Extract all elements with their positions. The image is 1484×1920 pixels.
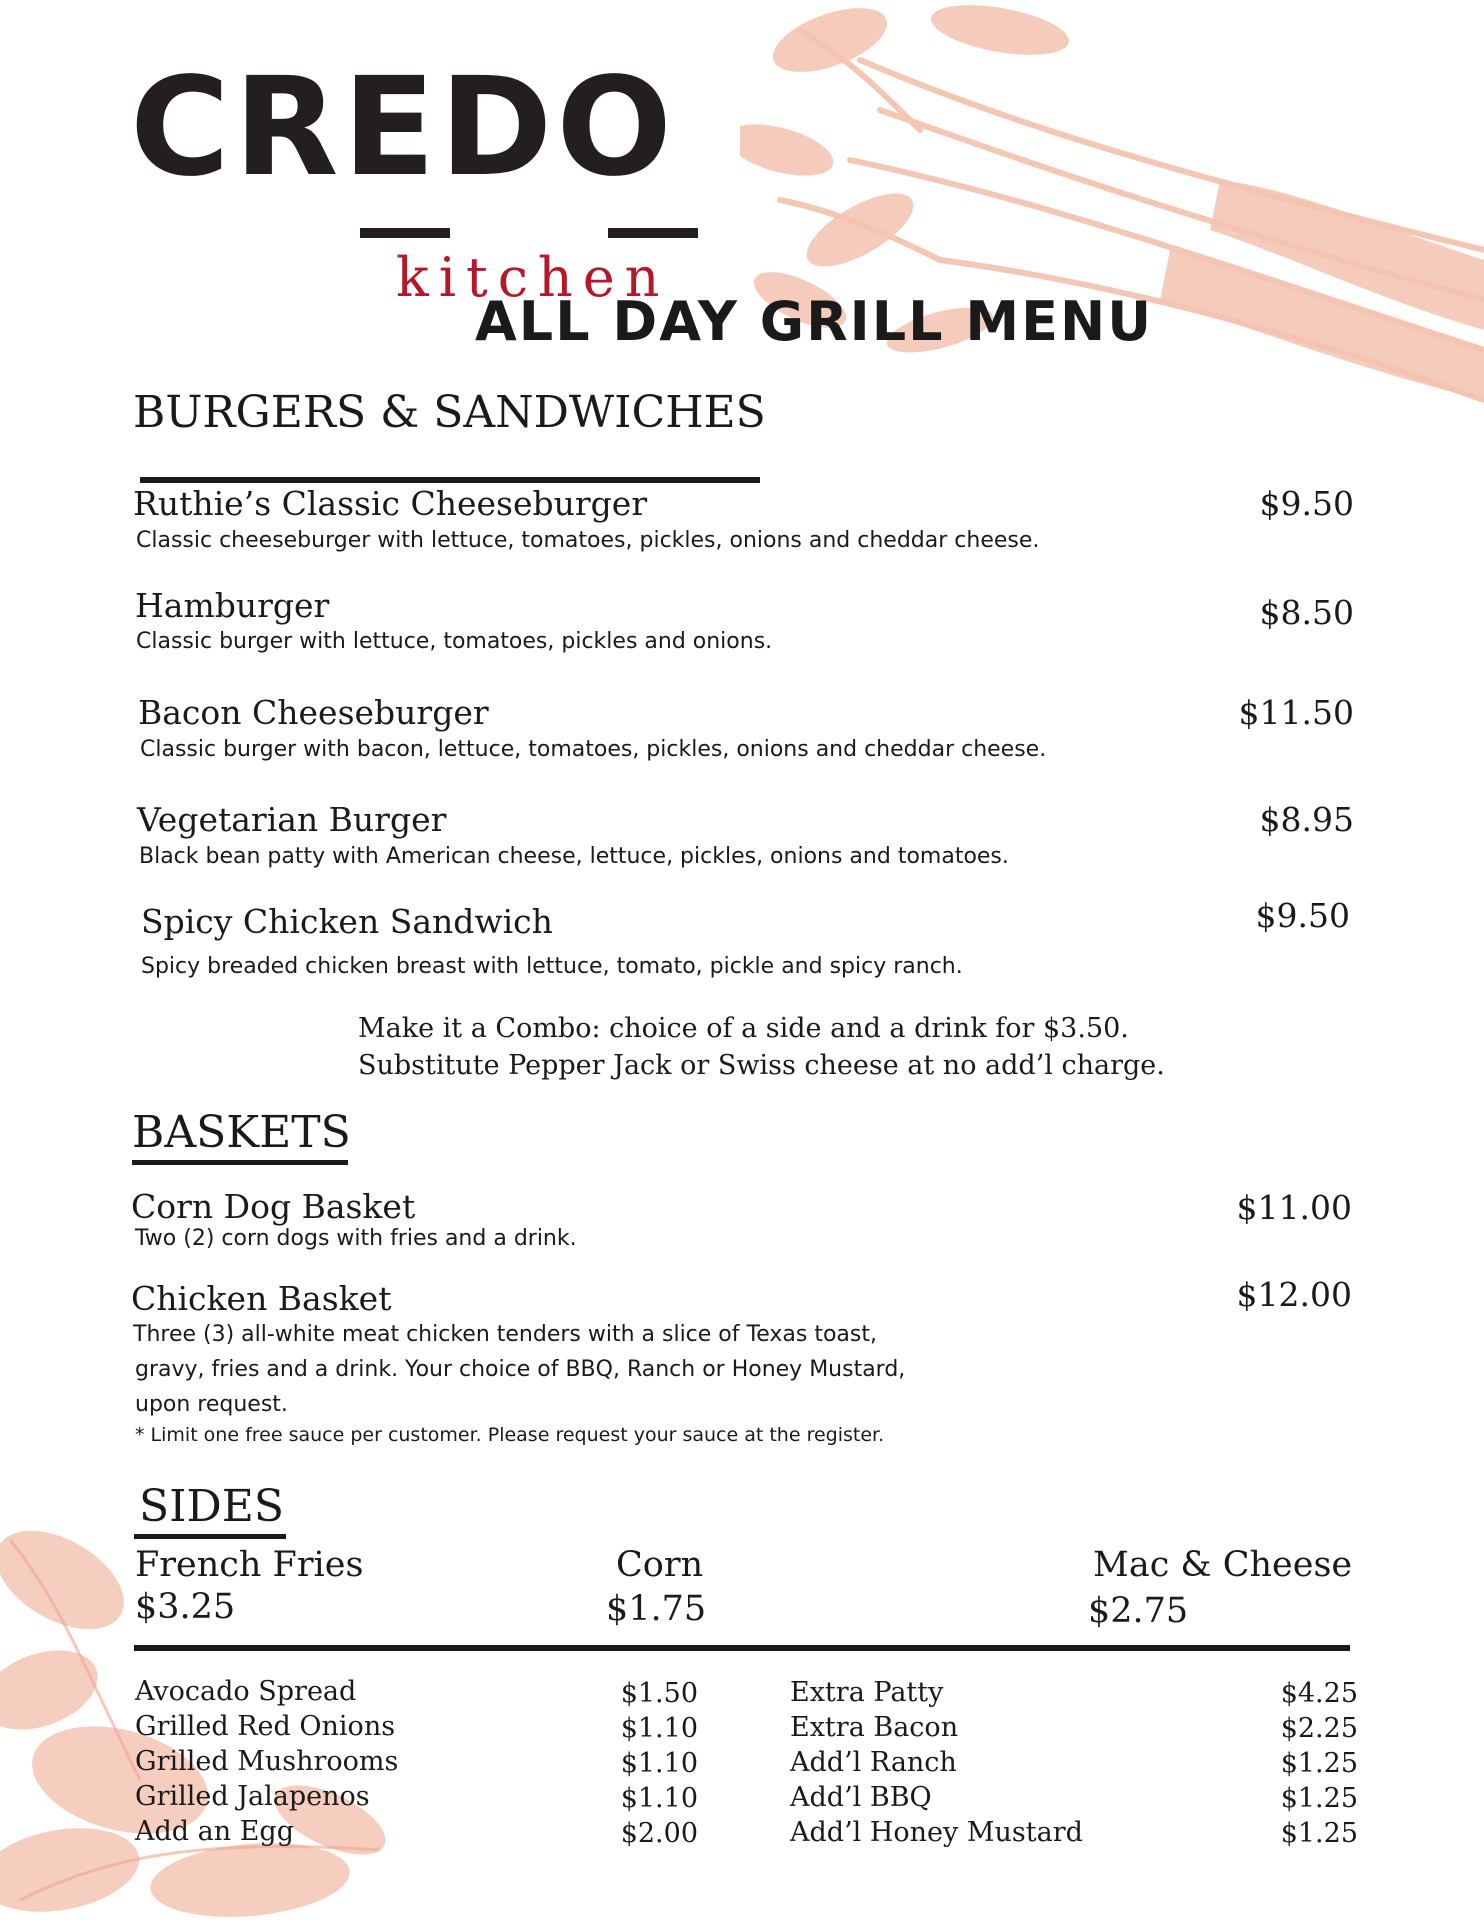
- item-price: $9.50: [1255, 896, 1350, 935]
- cheese-note: Substitute Pepper Jack or Swiss cheese at no add’l charge.: [358, 1050, 1165, 1081]
- side-name: Corn: [616, 1545, 704, 1585]
- item-price: $12.00: [1236, 1275, 1352, 1314]
- celery-illustration: [740, 0, 1484, 440]
- addon-price: $2.25: [1280, 1713, 1358, 1744]
- side-name: Mac & Cheese: [1093, 1545, 1353, 1585]
- section-divider: [134, 1534, 286, 1539]
- addon-price: $1.10: [620, 1713, 698, 1744]
- logo-underline: [608, 228, 698, 238]
- item-price: $11.00: [1236, 1188, 1352, 1227]
- side-price: $1.75: [606, 1589, 707, 1629]
- item-description: Classic burger with bacon, lettuce, tomatoes, pickles, onions and cheddar cheese.: [140, 737, 1047, 762]
- side-name: French Fries: [135, 1545, 364, 1585]
- combo-note: Make it a Combo: choice of a side and a drink for $3.50.: [358, 1013, 1129, 1044]
- addons-right-names: [790, 1675, 1083, 1850]
- side-price: $2.75: [1088, 1591, 1189, 1631]
- item-name: Hamburger: [135, 586, 330, 625]
- addon-name: Extra Bacon: [790, 1712, 959, 1743]
- addon-name: Add’l Honey Mustard: [790, 1817, 1083, 1848]
- addon-price: $1.10: [620, 1783, 698, 1814]
- item-name: Spicy Chicken Sandwich: [141, 902, 553, 941]
- item-description: Three (3) all-white meat chicken tenders with a slice of Texas toast,: [133, 1322, 877, 1347]
- item-name: Vegetarian Burger: [137, 800, 447, 839]
- section-title-baskets: BASKETS: [132, 1107, 351, 1158]
- addon-price: $4.25: [1280, 1678, 1358, 1709]
- item-price: $8.95: [1259, 800, 1354, 839]
- addon-name: Grilled Jalapenos: [135, 1781, 370, 1812]
- item-description: Spicy breaded chicken breast with lettuce, tomato, pickle and spicy ranch.: [141, 954, 963, 979]
- section-divider: [140, 477, 760, 483]
- addons-divider: [134, 1645, 1350, 1651]
- section-divider: [132, 1160, 348, 1165]
- item-description: Two (2) corn dogs with fries and a drink.: [135, 1226, 577, 1251]
- addon-price: $1.25: [1280, 1783, 1358, 1814]
- addon-price: $1.10: [620, 1748, 698, 1779]
- section-title-sides: SIDES: [139, 1481, 285, 1532]
- addon-name: Add’l Ranch: [790, 1747, 957, 1778]
- credo-kitchen-logo: [130, 49, 710, 309]
- addons-left-names: [135, 1674, 398, 1849]
- logo-wordmark: CREDO: [130, 49, 676, 207]
- addon-name: Grilled Red Onions: [135, 1711, 396, 1742]
- item-description: gravy, fries and a drink. Your choice of BBQ, Ranch or Honey Mustard,: [135, 1357, 906, 1382]
- side-price: $3.25: [135, 1587, 236, 1627]
- addon-name: Add an Egg: [135, 1816, 294, 1847]
- item-name: Bacon Cheeseburger: [138, 693, 489, 732]
- addons-left-prices: [621, 1676, 698, 1851]
- logo-subtitle: kitchen: [396, 246, 670, 309]
- item-description: upon request.: [135, 1392, 288, 1417]
- addon-name: Grilled Mushrooms: [135, 1746, 399, 1777]
- addon-price: $1.25: [1280, 1748, 1358, 1779]
- item-description: Classic burger with lettuce, tomatoes, pickles and onions.: [136, 629, 773, 654]
- addon-price: $2.00: [620, 1818, 698, 1849]
- addon-name: Extra Patty: [790, 1677, 944, 1708]
- section-title-burgers: BURGERS & SANDWICHES: [133, 387, 766, 438]
- addons-right-prices: [1281, 1676, 1358, 1851]
- sauce-footnote: * Limit one free sauce per customer. Please request your sauce at the register.: [135, 1424, 885, 1446]
- item-description: Black bean patty with American cheese, lettuce, pickles, onions and tomatoes.: [139, 844, 1009, 869]
- addon-price: $1.50: [620, 1678, 698, 1709]
- addon-price: $1.25: [1280, 1818, 1358, 1849]
- item-name: Ruthie’s Classic Cheeseburger: [133, 484, 648, 523]
- item-description: Classic cheeseburger with lettuce, tomatoes, pickles, onions and cheddar cheese.: [136, 528, 1040, 553]
- item-price: $8.50: [1259, 593, 1354, 632]
- item-price: $11.50: [1238, 693, 1354, 732]
- item-name: Corn Dog Basket: [131, 1187, 416, 1226]
- addon-name: Avocado Spread: [135, 1676, 357, 1707]
- logo-underline: [360, 228, 450, 238]
- menu-title: ALL DAY GRILL MENU: [475, 290, 1154, 353]
- item-price: $9.50: [1259, 484, 1354, 523]
- item-name: Chicken Basket: [131, 1279, 392, 1318]
- addon-name: Add’l BBQ: [790, 1782, 932, 1813]
